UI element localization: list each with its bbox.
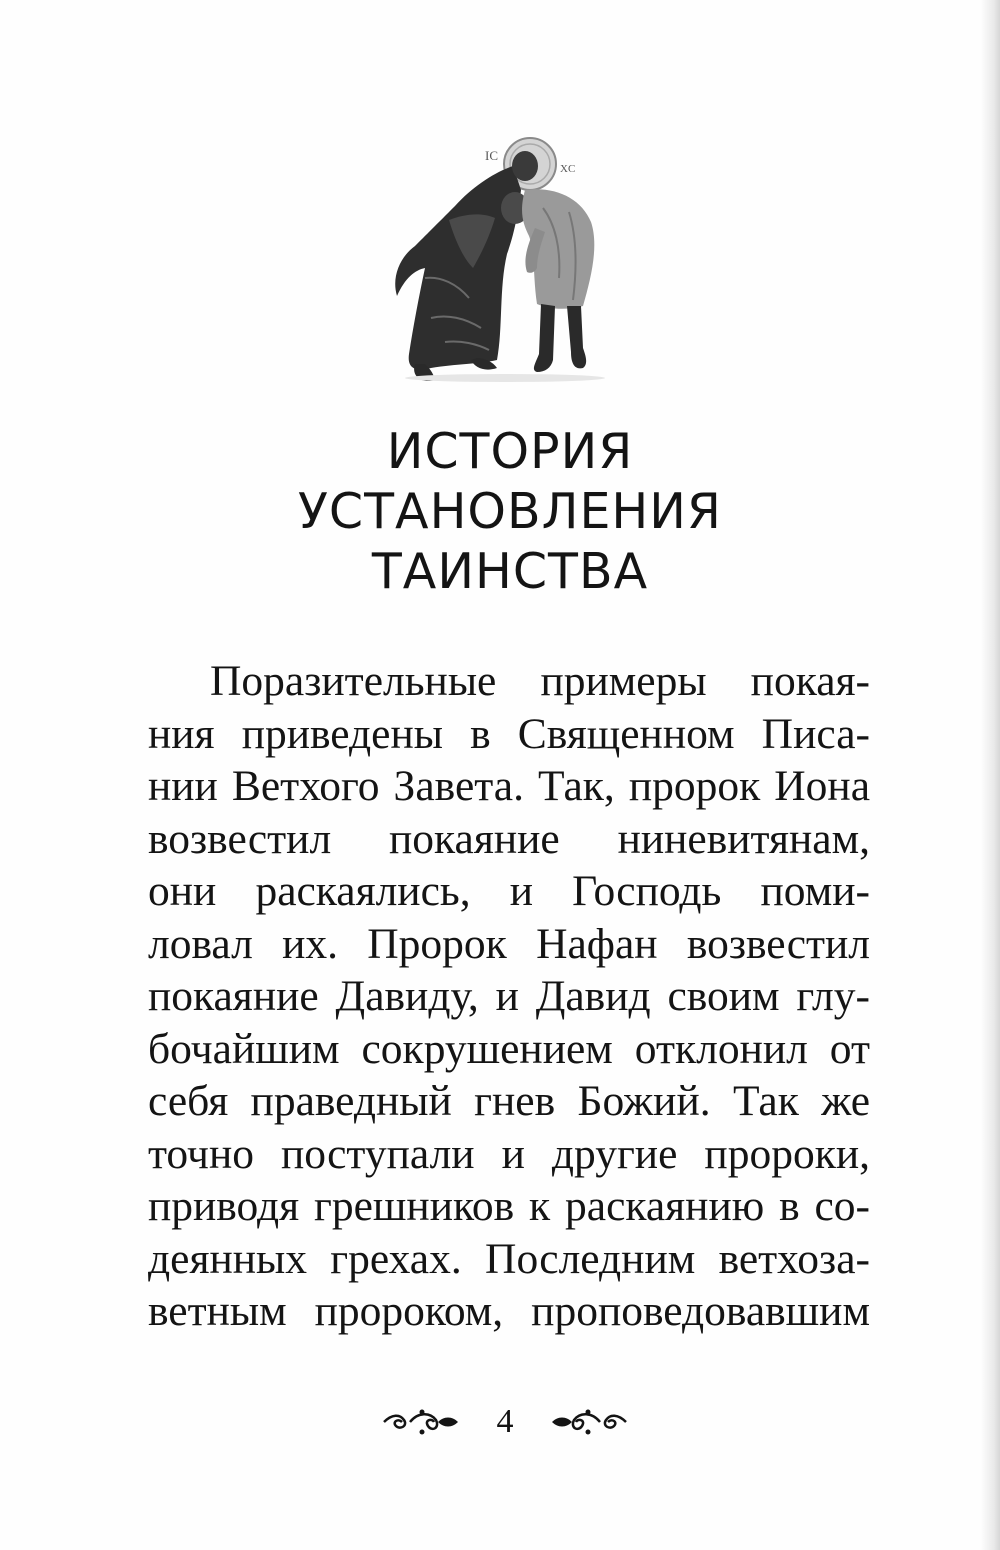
text-line: ния приведены в Священном Писа- xyxy=(148,709,870,758)
text-line: точно поступали и другие пророки, xyxy=(148,1129,870,1178)
title-line-1: ИСТОРИЯ xyxy=(386,423,634,480)
text-line: Поразительные примеры покая- xyxy=(210,657,870,705)
text-line: ветным пророком, проповедовавшим xyxy=(148,1287,870,1335)
inscription-right: XC xyxy=(560,163,576,175)
text-line: возвестил покаяние ниневитянам, xyxy=(148,814,870,863)
text-line: деянных грехах. Последним ветхоза- xyxy=(148,1234,870,1283)
page-edge-shadow xyxy=(980,0,1000,1550)
text-line: нии Ветхого Завета. Так, пророк Иона xyxy=(148,762,870,810)
father-robe xyxy=(395,166,521,369)
page-number: 4 xyxy=(496,1403,514,1440)
text-line: покаяние Давиду, и Давид своим глу- xyxy=(148,972,870,1020)
ornament-flourish-icon xyxy=(380,1406,462,1438)
text-line: себя праведный гнев Божий. Так же xyxy=(148,1077,870,1125)
title-line-3: ТАИНСТВА xyxy=(371,543,649,600)
title-line-2: УСТАНОВЛЕНИЯ xyxy=(298,483,722,540)
prodigal-son-icon xyxy=(385,128,625,390)
text-line: ловал их. Пророк Нафан возвестил xyxy=(148,919,870,968)
son-boot-right xyxy=(567,306,586,368)
father-head xyxy=(512,151,538,181)
text-line: бочайшим сокрушением отклонил от xyxy=(148,1024,870,1073)
inscription-left: IC xyxy=(485,148,498,163)
page-footer xyxy=(380,1398,630,1448)
illustration-svg xyxy=(385,128,625,390)
text-line: приводя грешников к раскаянию в со- xyxy=(148,1182,870,1230)
chapter-title xyxy=(200,422,820,602)
body-paragraph xyxy=(148,655,870,1338)
son-boot-left xyxy=(534,304,555,372)
ornament-flourish-icon xyxy=(548,1406,630,1438)
text-line: они раскаялись, и Господь поми- xyxy=(148,867,870,915)
